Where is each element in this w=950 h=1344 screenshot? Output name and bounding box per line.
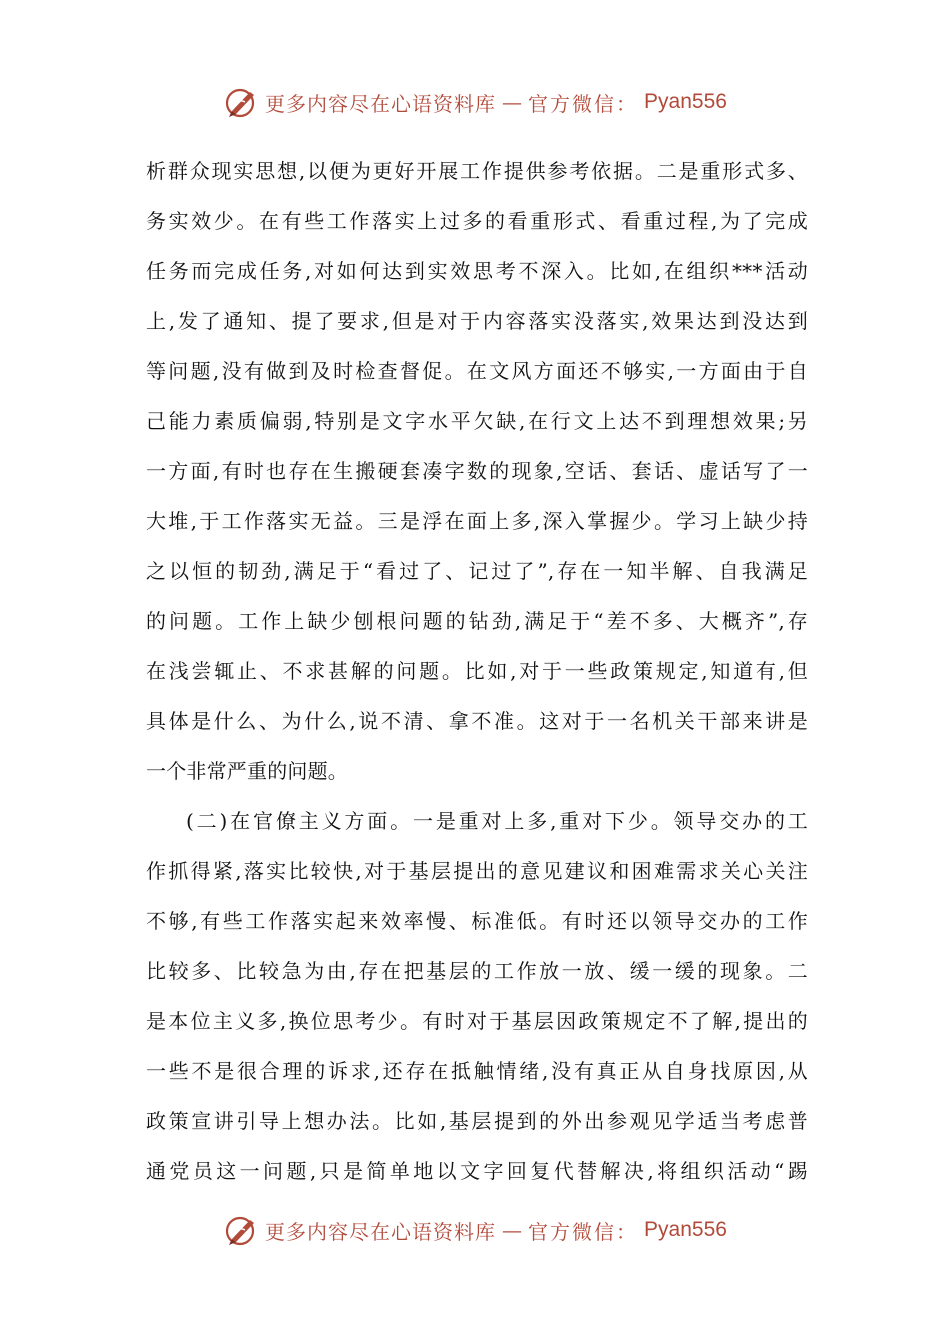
watermark-wechat-id: Pyan556 bbox=[644, 1218, 727, 1241]
text-line: 是本位主义多,换位思考少。有时对于基层因政策规定不了解,提出的 bbox=[146, 1009, 808, 1033]
footer-watermark bbox=[0, 1210, 950, 1250]
text-line: (二)在官僚主义方面。一是重对上多,重对下少。领导交办的工 bbox=[186, 809, 808, 833]
watermark-main-text: 更多内容尽在心语资料库 bbox=[265, 1219, 497, 1244]
text-line: 等问题,没有做到及时检查督促。在文风方面还不够实,一方面由于自 bbox=[146, 359, 808, 383]
text-line: 政策宣讲引导上想办法。比如,基层提到的外出参观见学适当考虑普 bbox=[146, 1109, 808, 1133]
text-line: 己能力素质偏弱,特别是文字水平欠缺,在行文上达不到理想效果;另 bbox=[146, 409, 808, 433]
text-line: 作抓得紧,落实比较快,对于基层提出的意见建议和困难需求关心关注 bbox=[146, 859, 808, 883]
text-line: 不够,有些工作落实起来效率慢、标准低。有时还以领导交办的工作 bbox=[146, 909, 808, 933]
document-body bbox=[146, 146, 808, 1196]
text-line: 具体是什么、为什么,说不清、拿不准。这对于一名机关干部来讲是 bbox=[146, 709, 808, 733]
text-line: 比较多、比较急为由,存在把基层的工作放一放、缓一缓的现象。二 bbox=[146, 959, 808, 983]
paragraph-1 bbox=[146, 146, 808, 796]
text-line: 任务而完成任务,对如何达到实效思考不深入。比如,在组织***活动 bbox=[146, 259, 808, 283]
text-line: 在浅尝辄止、不求甚解的问题。比如,对于一些政策规定,知道有,但 bbox=[146, 659, 808, 683]
text-line: 上,发了通知、提了要求,但是对于内容落实没落实,效果达到没达到 bbox=[146, 309, 808, 333]
text-line: 通党员这一问题,只是简单地以文字回复代替解决,将组织活动“踢 bbox=[146, 1159, 808, 1183]
text-line: 大堆,于工作落实无益。三是浮在面上多,深入掌握少。学习上缺少持 bbox=[146, 509, 808, 533]
pen-logo-icon bbox=[223, 84, 259, 120]
paragraph-2 bbox=[146, 796, 808, 1196]
text-line: 一些不是很合理的诉求,还存在抵触情绪,没有真正从自身找原因,从 bbox=[146, 1059, 808, 1083]
text-line: 一个非常严重的问题。 bbox=[146, 759, 348, 783]
watermark-label: 官方微信： bbox=[528, 91, 639, 116]
text-line: 之以恒的韧劲,满足于“看过了、记过了”,存在一知半解、自我满足 bbox=[146, 559, 808, 583]
text-line: 析群众现实思想,以便为更好开展工作提供参考依据。二是重形式多、 bbox=[146, 159, 808, 183]
watermark-dash: — bbox=[502, 90, 523, 114]
text-line: 务实效少。在有些工作落实上过多的看重形式、看重过程,为了完成 bbox=[146, 209, 808, 233]
watermark-label: 官方微信： bbox=[528, 1219, 639, 1244]
watermark-main-text: 更多内容尽在心语资料库 bbox=[265, 91, 497, 116]
watermark-wechat-id: Pyan556 bbox=[644, 90, 727, 113]
pen-logo-icon bbox=[223, 1212, 259, 1248]
header-watermark bbox=[0, 82, 950, 122]
watermark-dash: — bbox=[502, 1218, 523, 1242]
text-line: 一方面,有时也存在生搬硬套凑字数的现象,空话、套话、虚话写了一 bbox=[146, 459, 808, 483]
text-line: 的问题。工作上缺少刨根问题的钻劲,满足于“差不多、大概齐”,存 bbox=[146, 609, 808, 633]
